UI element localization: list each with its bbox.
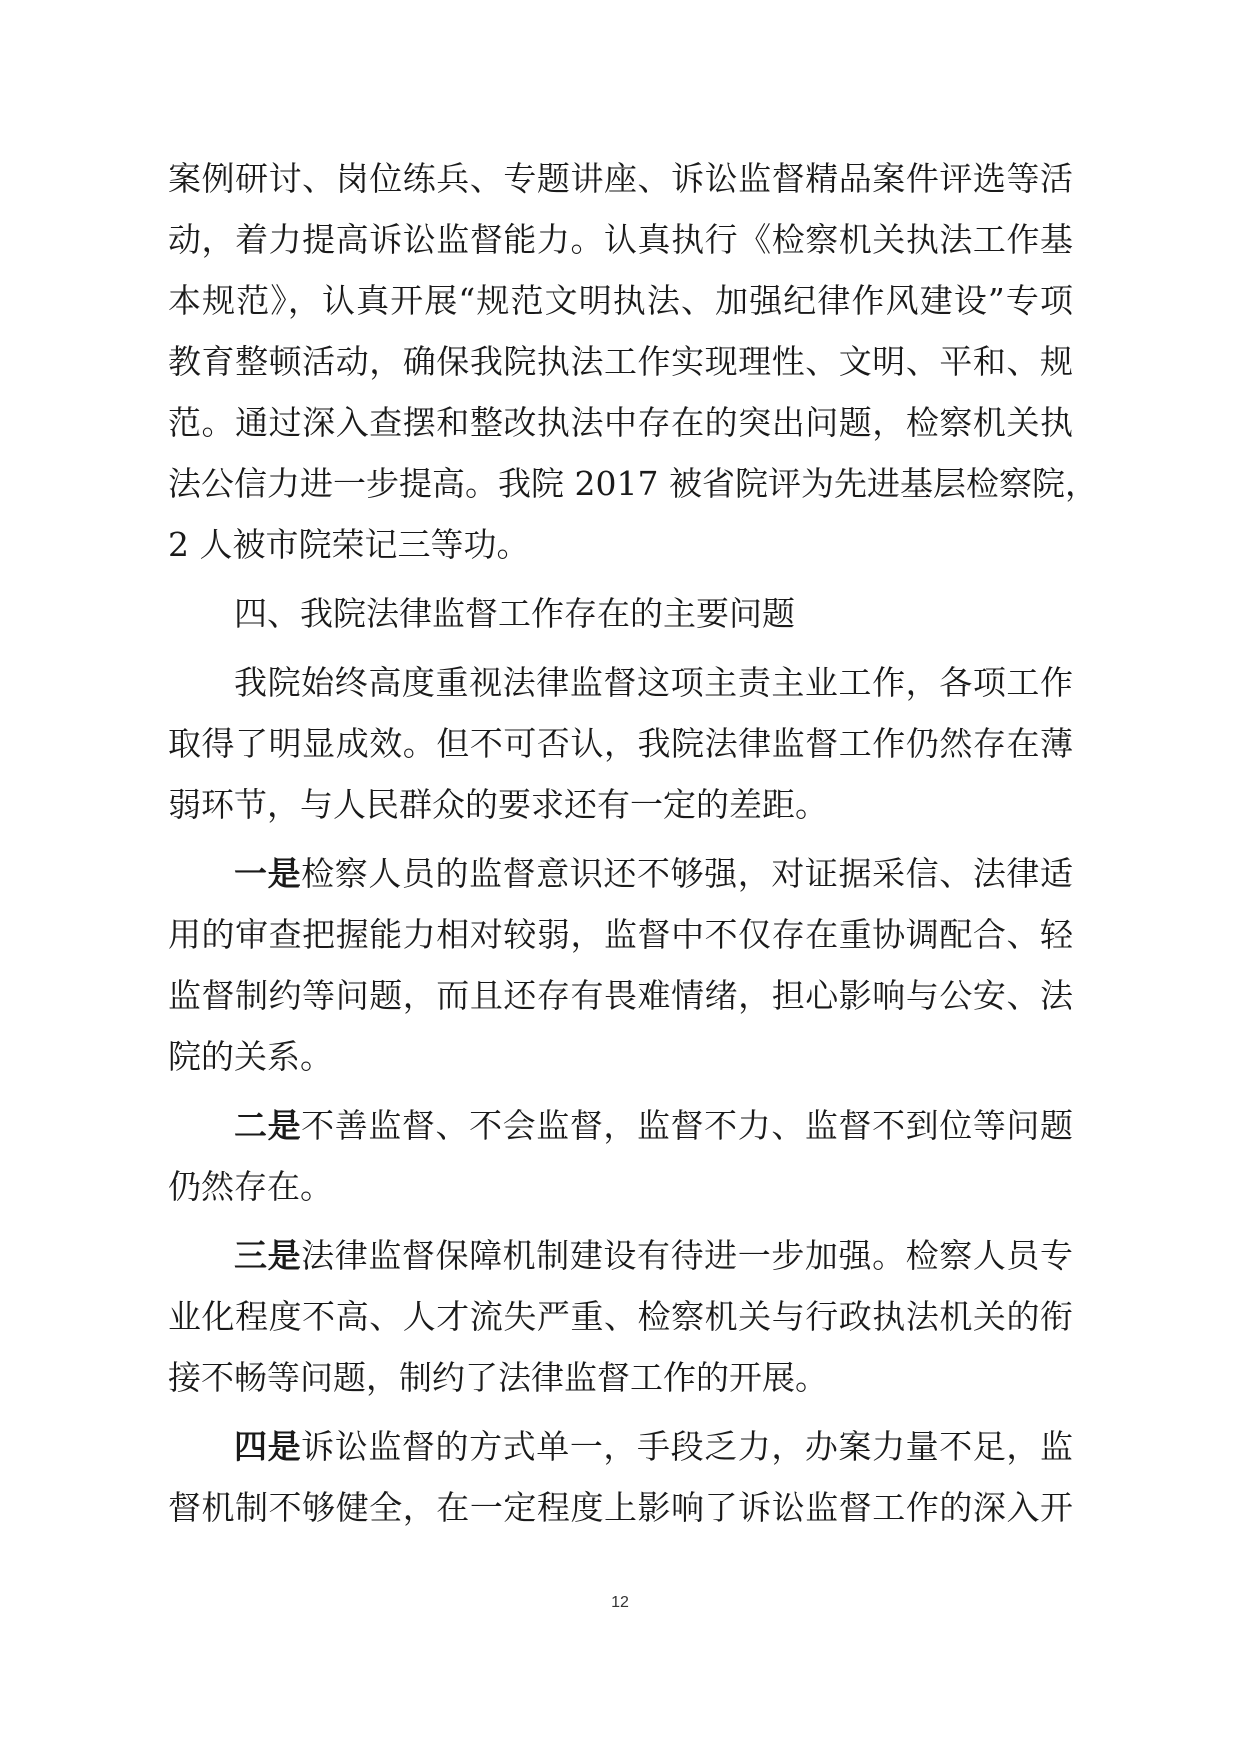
- text-line: 用的审查把握能力相对较弱，监督中不仅存在重协调配合、轻: [168, 915, 1073, 954]
- text-line: 取得了明显成效。但不可否认，我院法律监督工作仍然存在薄: [168, 724, 1073, 763]
- text-line: 范。通过深入查摆和整改执法中存在的突出问题，检察机关执: [168, 403, 1073, 442]
- text-line: 业化程度不高、人才流失严重、检察机关与行政执法机关的衔: [168, 1297, 1073, 1336]
- problem-item-3: [168, 1225, 1073, 1408]
- text-line: 动，着力提高诉讼监督能力。认真执行《检察机关执法工作基: [168, 220, 1073, 259]
- text-line: 法公信力进一步提高。我院 2017 被省院评为先进基层检察院，: [168, 464, 1098, 503]
- text-line: [168, 1416, 1073, 1477]
- problem-item-2: [168, 1095, 1073, 1217]
- item-text: 诉讼监督的方式单一，手段乏力，办案力量不足，监: [301, 1427, 1074, 1466]
- item-lead: 四是: [234, 1427, 302, 1466]
- text-line: 弱环节，与人民群众的要求还有一定的差距。: [168, 785, 828, 824]
- text-line: 我院始终高度重视法律监督这项主责主业工作，各项工作: [234, 663, 1073, 702]
- paragraph-gap: [168, 1087, 1073, 1095]
- text-line: 案例研讨、岗位练兵、专题讲座、诉讼监督精品案件评选等活: [168, 159, 1073, 198]
- section-heading: 四、我院法律监督工作存在的主要问题: [234, 594, 795, 633]
- text-line: [168, 1095, 1073, 1156]
- item-lead: 三是: [234, 1236, 302, 1275]
- paragraph-gap: [168, 644, 1073, 652]
- text-line: [168, 843, 1073, 904]
- text-line: 教育整顿活动，确保我院执法工作实现理性、文明、平和、规: [168, 342, 1073, 381]
- item-text: 检察人员的监督意识还不够强，对证据采信、法律适: [301, 854, 1074, 893]
- text-line: 接不畅等问题，制约了法律监督工作的开展。: [168, 1358, 828, 1397]
- problem-item-4: [168, 1416, 1073, 1538]
- item-lead: 一是: [234, 854, 302, 893]
- page-number: 12: [611, 1594, 629, 1611]
- text-line: 院的关系。: [168, 1037, 333, 1076]
- paragraph-gap: [168, 575, 1073, 583]
- paragraph-training-and-standards: [168, 148, 1098, 575]
- paragraph-gap: [168, 835, 1073, 843]
- text-line: 督机制不够健全，在一定程度上影响了诉讼监督工作的深入开: [168, 1488, 1073, 1527]
- paragraph-gap: [168, 1408, 1073, 1416]
- text-line: 监督制约等问题，而且还存有畏难情绪，担心影响与公安、法: [168, 976, 1073, 1015]
- document-body: [168, 148, 1098, 1538]
- item-text: 不善监督、不会监督，监督不力、监督不到位等问题: [301, 1106, 1074, 1145]
- paragraph-overview: [168, 652, 1073, 835]
- item-lead: 二是: [234, 1106, 302, 1145]
- paragraph-gap: [168, 1217, 1073, 1225]
- text-line: 本规范》，认真开展“规范文明执法、加强纪律作风建设”专项: [168, 281, 1073, 320]
- problem-item-1: [168, 843, 1073, 1087]
- item-text: 法律监督保障机制建设有待进一步加强。检察人员专: [301, 1236, 1074, 1275]
- text-line: [168, 1225, 1073, 1286]
- text-line: 仍然存在。: [168, 1167, 333, 1206]
- text-line: 2 人被市院荣记三等功。: [168, 525, 530, 564]
